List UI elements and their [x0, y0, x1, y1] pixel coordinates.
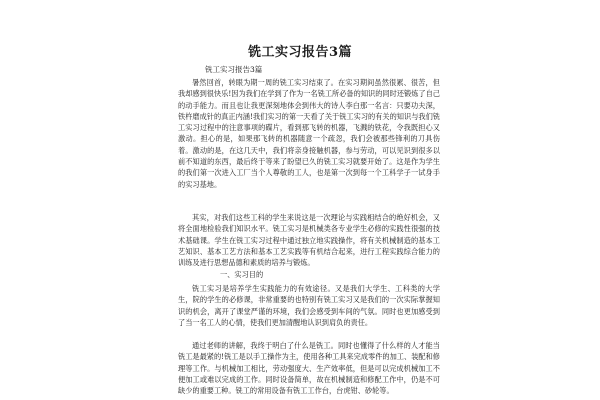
document-title: 铣工实习报告3篇: [247, 45, 353, 60]
paragraph-teacher-explanation: 通过老师的讲解，我终于明白了什么是铣工。同时也懂得了什么样的人才能当铣工是最紧的!铣工是以手工操作为主，使用各种工具来完成零件的加工、装配和修理等工作。与机械加工相比，劳动强度大、生产效率低，但是可以完成机械加工不便加工或难以完成的工作。同时设备简单，故在机械制造和修配工作中，仍是不可缺少的重要工种。铣工的常用设备有铣工工作台，台虎钳、砂轮等。: [178, 341, 440, 396]
section-heading-purpose: 一、实习目的: [220, 270, 264, 279]
document-subtitle: 铣工实习报告3篇: [205, 65, 263, 74]
paragraph-theory-practice: 其实，对我们这些工科的学生来说这是一次理论与实践相结合的绝好机会，又将全面地检验我们知识水平。铣工实习是机械类各专业学生必修的实践性很强的技术基础课。学生在铣工实习过程中通过独立地实践操作，将有关机械制造的基本工艺知识、基本工艺方法和基本工艺实践等有机结合起来，进行工程实践综合能力的训练及进行思想品德和素质的培养与锻炼。: [178, 213, 440, 268]
paragraph-intro: 暑然回首，转眼为期一周的铣工实习结束了。在实习期间虽然很累、很苦，但我却感到很快乐!因为我们在学到了作为一名铣工所必备的知识的同时还锻炼了自己的动手能力。而且也让我更深刻地体会到伟大的诗人李白那一名言：只要功夫深，铁杵磨成针的真正内涵!我们实习的第一天看了关于铣工实习的有关的知识与我们铣工实习过程中的注意事项的碟片，看到那飞转的机器，飞溅的铁花，令我既担心又激动。担心的是，如果那飞转的机器随意一个疏忽，我们会被那些锋利的刀具伤着。激动的是，在这几天中，我们将亲身接触机器，参与劳动，可以见识到很多以前不知道的东西，最后终于等来了盼望已久的铣工实习就要开始了。这是作为学生的我们第一次进入工厂当个人尊敬的工人，也是第一次到每一个工科学子一试身手的实习基地。: [178, 78, 440, 189]
paragraph-purpose: 铣工实习是培养学生实践能力的有效途径。又是我们大学生、工科类的大学生，院的学生的必修课，非常重要的也特别有铣工实习又是我们的一次实际掌握知识的机会，离开了课堂严谨的环境，我们会感受到车间的气氛。同时也更加感受到了当一名工人的心情，使我们更加清醒地认识到肩负的责任。: [178, 284, 440, 327]
